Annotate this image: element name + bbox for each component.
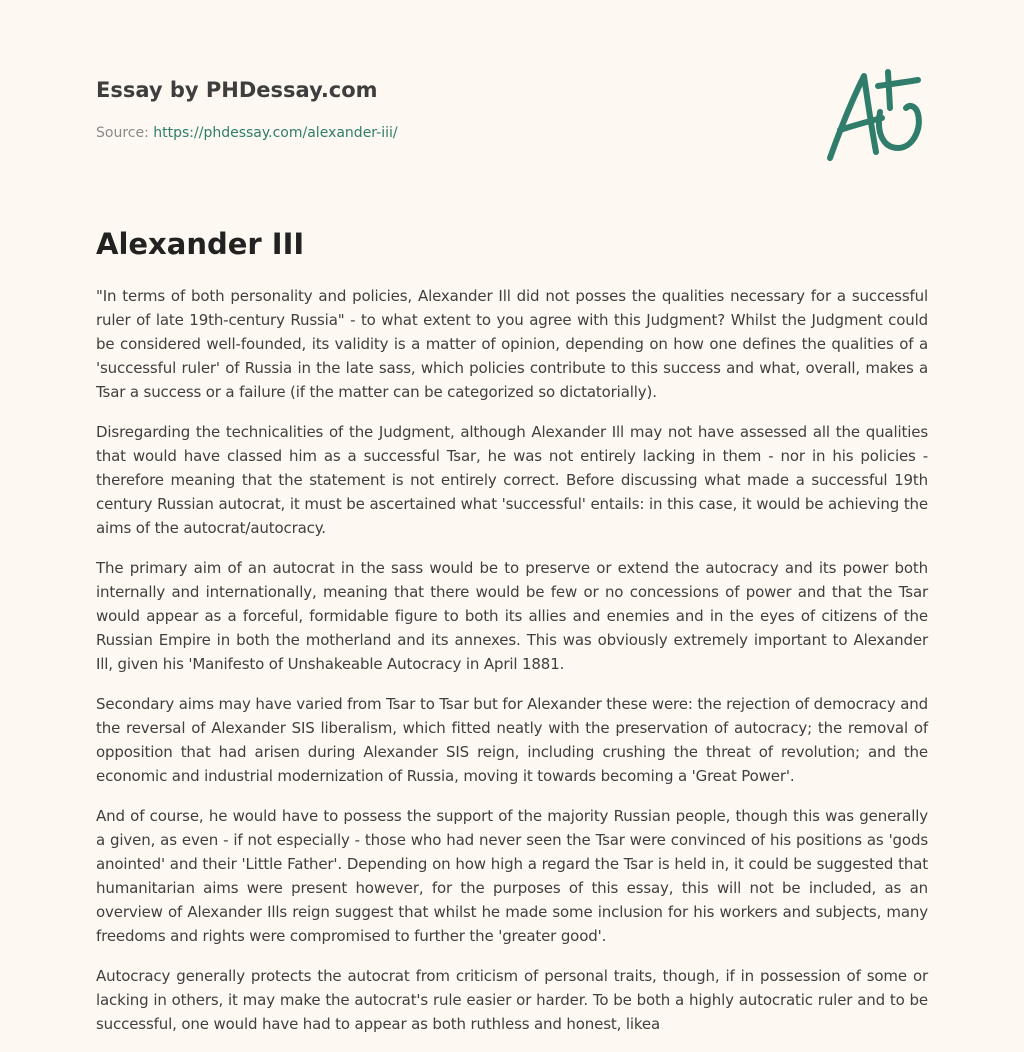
a-plus-grade-icon	[818, 64, 930, 168]
source-link[interactable]: https://phdessay.com/alexander-iii/	[153, 125, 398, 141]
site-brand: Essay by PHDessay.com	[96, 78, 378, 102]
essay-title: Alexander III	[96, 227, 305, 261]
source-line	[96, 123, 398, 143]
source-label: Source:	[96, 125, 154, 141]
paragraph: Autocracy generally protects the autocrat from criticism of personal traits, though, if in possession of some or lacking in others, it may make the autocrat's rule easier or harder. To be both a highly autocratic ruler and to be successful, one would have had to appear as both ruthless and honest, likea	[96, 967, 928, 1033]
paragraph: And of course, he would have to possess the support of the majority Russian people, though this was generally a given, as even - if not especially - those who had never seen the Tsar were convinced of his positions as 'gods anointed' and their 'Little Father'. Depending on how high a regard the Tsar is held in, it could be suggested that humanitarian aims were present however, for the purposes of this essay, this will not be included, as an overview of Alexander Ills reign suggest that whilst he made some inclusion for his workers and subjects, many freedoms and rights were compromised to further the 'greater good'.	[96, 807, 928, 945]
paragraph: "In terms of both personality and policies, Alexander Ill did not posses the qualities necessary for a successful ruler of late 19th-century Russia" - to what extent to you agree with this Judgment? Whilst the Judgment could be considered well-founded, its validity is a matter of opinion, depending on how one defines the qualities of a 'successful ruler' of Russia in the late sass, which policies contribute to this success and what, overall, makes a Tsar a success or a failure (if the matter can be categorized so dictatorially).	[96, 287, 928, 401]
paragraph: Secondary aims may have varied from Tsar to Tsar but for Alexander these were: the rejection of democracy and the reversal of Alexander SIS liberalism, which fitted neatly with the preservation of autocracy; the removal of opposition that had arisen during Alexander SIS reign, including crushing the threat of revolution; and the economic and industrial modernization of Russia, moving it towards becoming a 'Great Power'.	[96, 695, 928, 785]
essay-body	[96, 284, 928, 1052]
paragraph: The primary aim of an autocrat in the sass would be to preserve or extend the autocracy and its power both internally and internationally, meaning that there would be few or no concessions of power and that the Tsar would appear as a forceful, formidable figure to both its allies and enemies and in the eyes of citizens of the Russian Empire in both the motherland and its annexes. This was obviously extremely important to Alexander Ill, given his 'Manifesto of Unshakeable Autocracy in April 1881.	[96, 559, 928, 673]
paragraph: Disregarding the technicalities of the Judgment, although Alexander Ill may not have assessed all the qualities that would have classed him as a successful Tsar, he was not entirely lacking in them - nor in his policies - therefore meaning that the statement is not entirely correct. Before discussing what made a successful 19th century Russian autocrat, it must be ascertained what 'successful' entails: in this case, it would be achieving the aims of the autocrat/autocracy.	[96, 423, 928, 537]
essay-header	[96, 76, 398, 143]
